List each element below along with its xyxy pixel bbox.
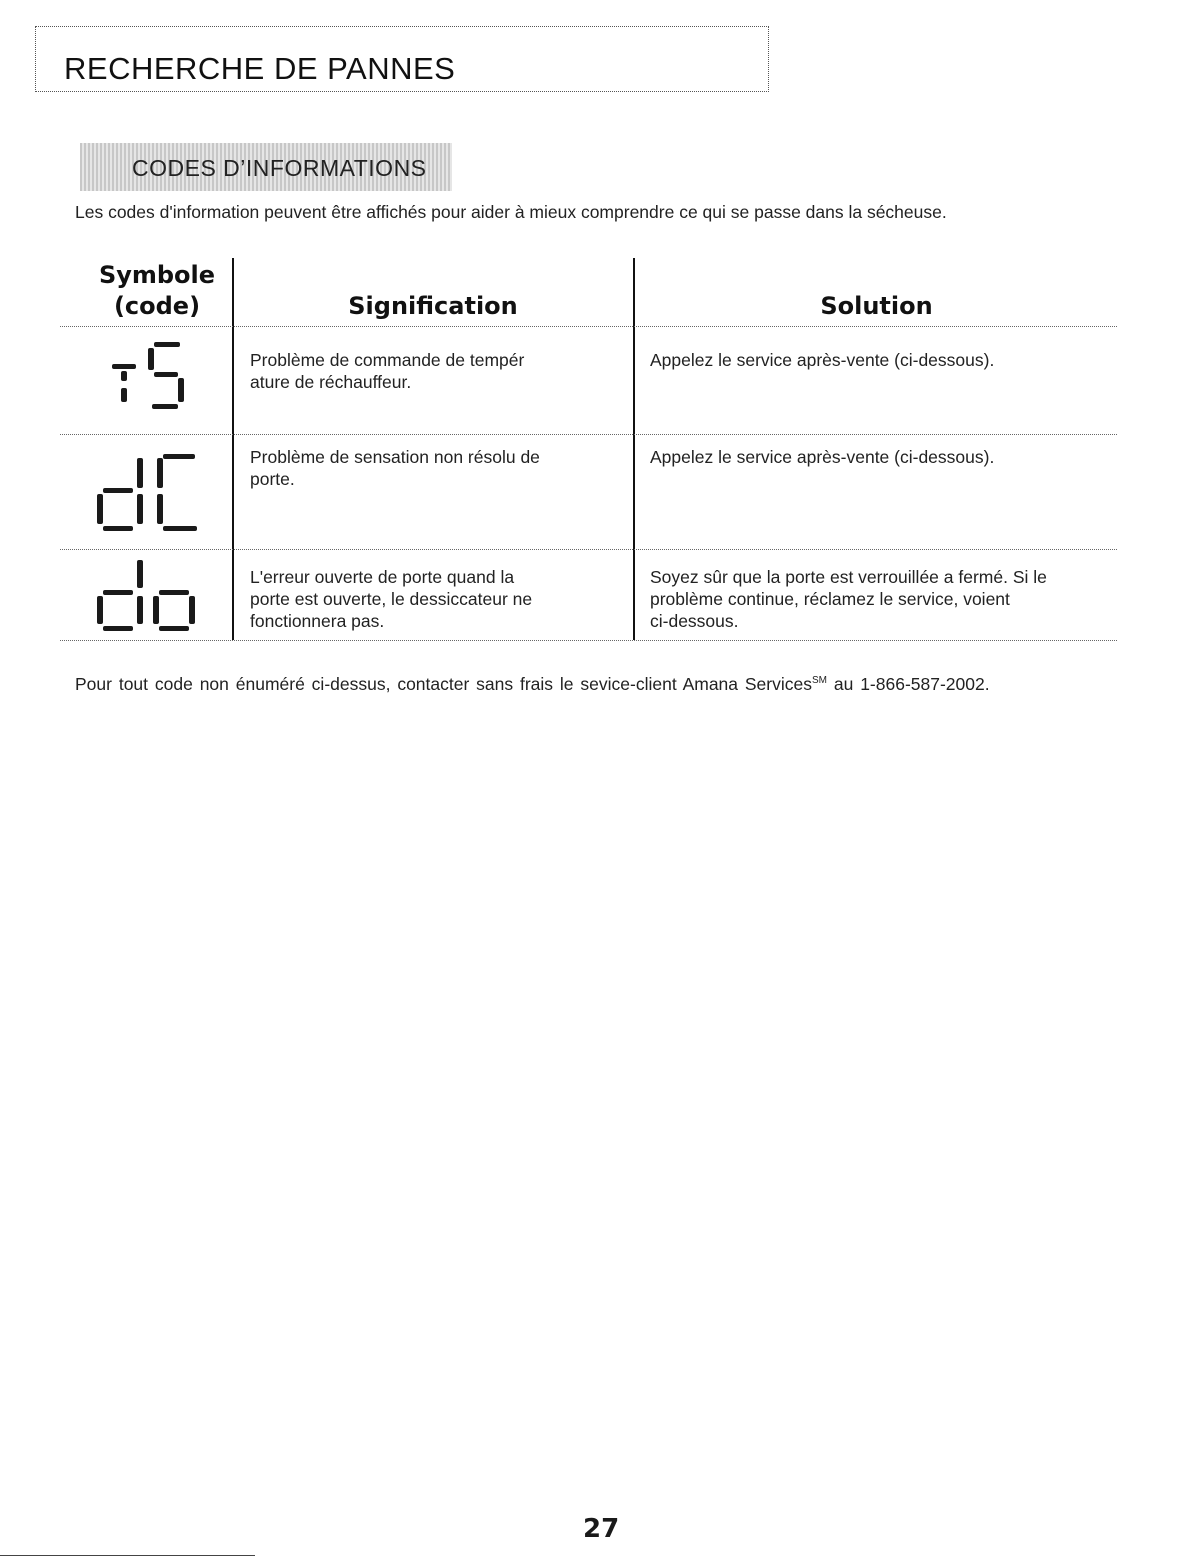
footer-note (75, 674, 990, 695)
row-divider (60, 549, 1117, 550)
row-3-solution-line1: Soyez sûr que la porte est verrouillée a fermé. Si le (650, 567, 1047, 587)
section-badge (80, 143, 452, 191)
column-header-symbol-line2: (code) (113, 292, 201, 320)
section-title: CODES D’INFORMATIONS (132, 155, 427, 181)
code-ts-display-icon (108, 338, 188, 414)
title-box (35, 26, 769, 92)
footer-text: Pour tout code non énuméré ci-dessus, contacter sans frais le sevice-client Amana Services (75, 674, 812, 694)
service-mark: SM (812, 675, 827, 687)
footer-phone: au 1-866-587-2002. (827, 674, 990, 694)
row-3-meaning (250, 566, 620, 632)
row-3-solution-line3: ci-dessous. (650, 611, 739, 631)
row-3-meaning-line3: fonctionnera pas. (250, 611, 385, 631)
code-dc-display-icon (95, 450, 205, 538)
row-1-meaning (250, 349, 620, 393)
row-divider (60, 640, 1117, 641)
row-1-meaning-line2: ature de réchauffeur. (250, 372, 412, 392)
row-divider (60, 326, 1117, 327)
intro-text: Les codes d'information peuvent être affichés pour aider à mieux comprendre ce qui se passe dans la sécheuse. (75, 202, 947, 222)
page-number: 27 (583, 1514, 620, 1544)
page-title: RECHERCHE DE PANNES (64, 51, 456, 86)
row-2-meaning-line1: Problème de sensation non résolu de (250, 447, 540, 467)
column-header-solution: Solution (820, 292, 933, 320)
row-3-meaning-line1: L'erreur ouverte de porte quand la (250, 567, 515, 587)
column-header-meaning: Signification (348, 292, 518, 320)
row-1-solution: Appelez le service après-vente (ci-dessous). (650, 350, 995, 370)
row-3-solution (650, 566, 1115, 632)
bottom-rule (0, 1555, 255, 1556)
row-1-meaning-line1: Problème de commande de tempér (250, 350, 525, 370)
row-divider (60, 434, 1117, 435)
row-2-meaning (250, 446, 620, 490)
row-3-meaning-line2: porte est ouverte, le dessiccateur ne (250, 589, 533, 609)
row-2-meaning-line2: porte. (250, 469, 295, 489)
column-divider-right (633, 258, 635, 640)
row-3-solution-line2: problème continue, réclamez le service, voient (650, 589, 1010, 609)
column-divider-left (232, 258, 234, 640)
row-2-solution: Appelez le service après-vente (ci-dessous). (650, 447, 995, 467)
column-header-symbol-line1: Symbole (98, 261, 216, 289)
column-header-symbol (82, 260, 232, 322)
code-do-display-icon (95, 556, 205, 638)
